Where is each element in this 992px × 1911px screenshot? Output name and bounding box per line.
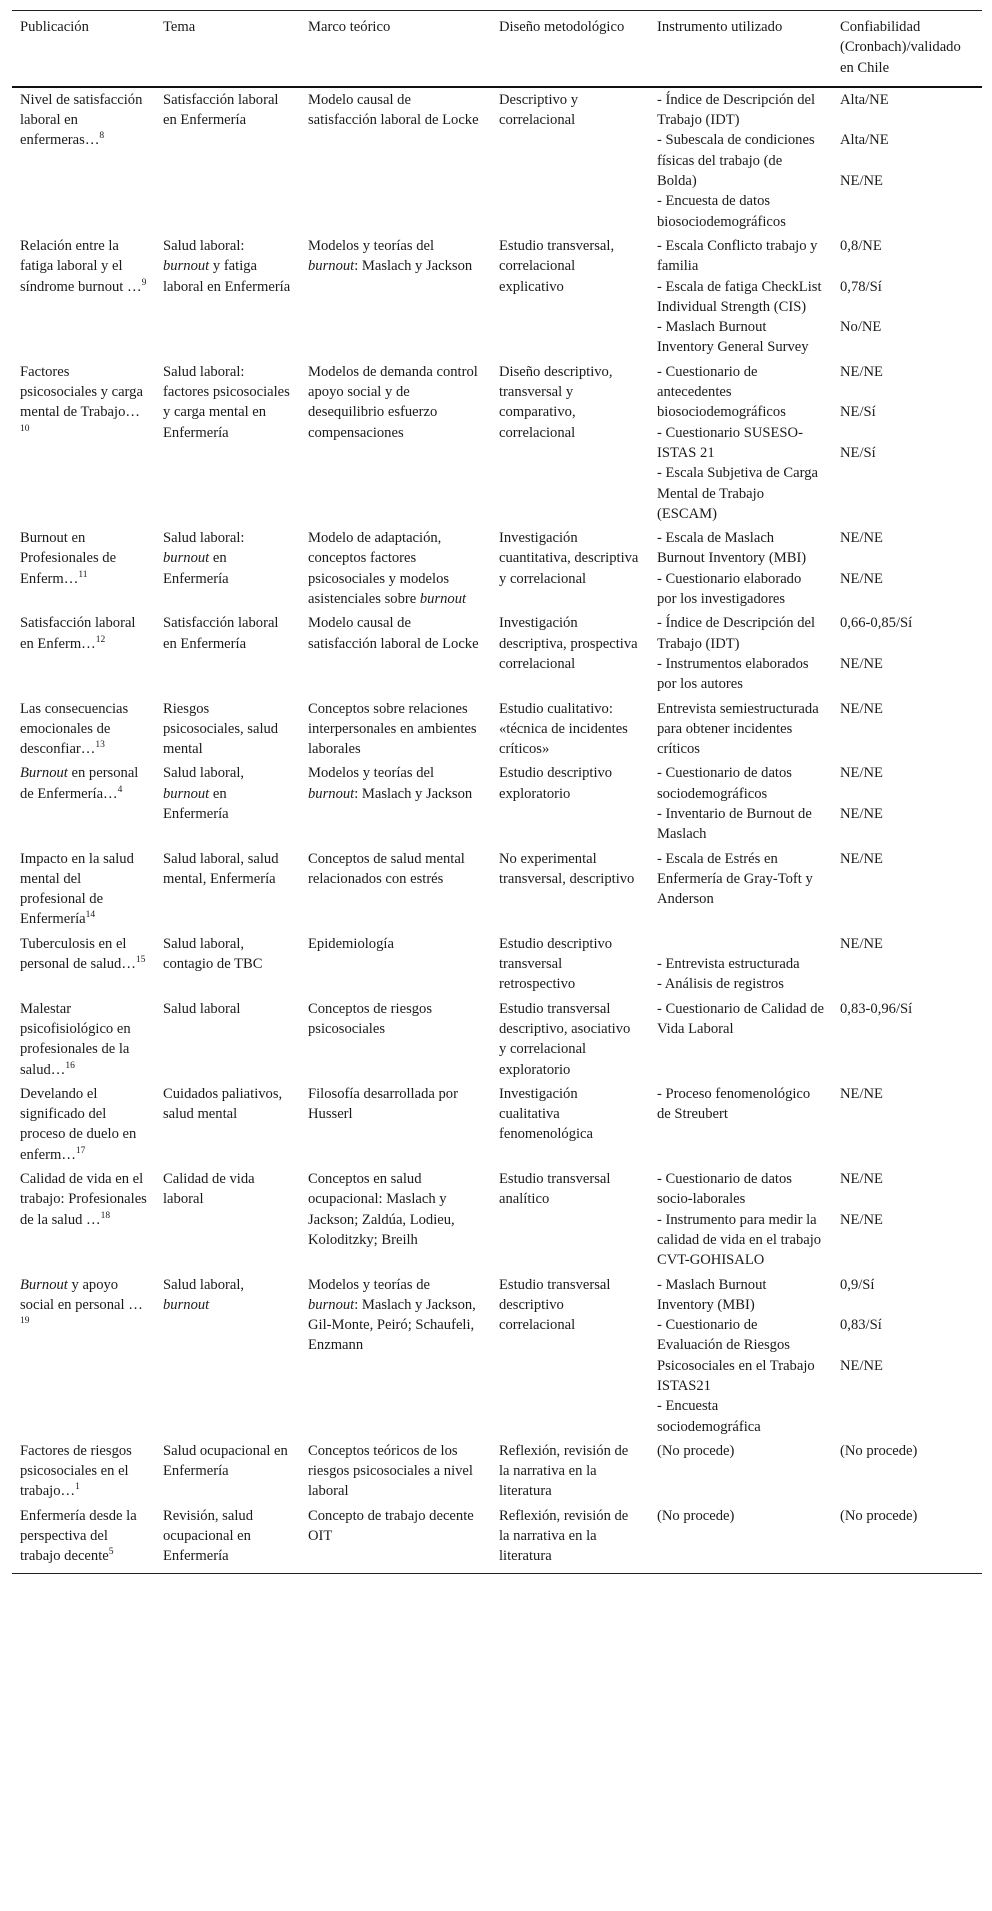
reliability-value: 0,9/Sí [840, 1276, 875, 1293]
tema-text: en Enfermería [163, 550, 229, 587]
cell-diseno [491, 998, 649, 1083]
reliability-value: NE/NE [840, 570, 883, 587]
cell-tema [155, 1083, 300, 1168]
cell-confiabilidad [832, 1168, 982, 1273]
reliability-value: NE/NE [840, 935, 883, 952]
publicacion-ref: 17 [75, 1145, 86, 1156]
cell-diseno [491, 1274, 649, 1440]
publicacion-text: Nivel de satisfacción laboral en enfermeras… [20, 91, 143, 149]
instrument-item: - Escala de Estrés en Enfermería de Gray-Toft y Anderson [657, 850, 813, 908]
cell-marco-teorico [300, 1440, 491, 1505]
cell-diseno [491, 698, 649, 763]
cell-diseno [491, 235, 649, 361]
table-row [12, 235, 982, 361]
cell-marco-teorico [300, 361, 491, 527]
cell-publicacion [12, 1168, 155, 1273]
cell-confiabilidad [832, 762, 982, 847]
cell-confiabilidad [832, 698, 982, 763]
tema-text: Cuidados paliativos, salud mental [163, 1085, 283, 1123]
instrument-item: - Escala de Maslach Burnout Inventory (MBI) [657, 530, 807, 567]
cell-tema [155, 361, 300, 527]
tema-text: Satisfacción laboral en Enfermería [163, 615, 279, 652]
marco-teorico-text: Epidemiología [308, 935, 394, 952]
cell-tema [155, 87, 300, 235]
table-header [12, 11, 982, 87]
cell-instrumento [649, 1168, 832, 1273]
reliability-value: NE/NE [840, 850, 883, 867]
cell-confiabilidad [832, 848, 982, 933]
marco-teorico-text: burnout [419, 591, 467, 608]
reliability-value: NE/NE [840, 1171, 883, 1188]
cell-publicacion [12, 361, 155, 527]
publicacion-ref: 19 [20, 1316, 30, 1327]
marco-teorico-text: Conceptos de riesgos psicosociales [308, 1000, 433, 1037]
cell-confiabilidad [832, 1274, 982, 1440]
table-row [12, 527, 982, 612]
publicacion-text: Enfermería desde la perspectiva del trabajo decente [20, 1507, 137, 1565]
spacer [840, 256, 974, 276]
cell-instrumento [649, 762, 832, 847]
cell-tema [155, 1440, 300, 1505]
instrument-item: - Cuestionario SUSESO-ISTAS 21 [657, 424, 803, 461]
cell-publicacion [12, 933, 155, 998]
cell-diseno [491, 848, 649, 933]
marco-teorico-text: Concepto de trabajo decente OIT [308, 1507, 474, 1545]
marco-teorico-text: Modelos y teorías del [308, 765, 435, 782]
cell-publicacion [12, 235, 155, 361]
cell-diseno [491, 87, 649, 235]
table-row [12, 361, 982, 527]
cell-marco-teorico [300, 933, 491, 998]
table-row [12, 612, 982, 697]
instrument-item [657, 934, 824, 954]
instrument-item: - Maslach Burnout Inventory General Survey [657, 319, 809, 356]
cell-instrumento [649, 998, 832, 1083]
cell-publicacion [12, 87, 155, 235]
cell-tema [155, 527, 300, 612]
instrument-item: - Índice de Descripción del Trabajo (IDT) [657, 91, 816, 129]
marco-teorico-text: Modelo causal de satisfacción laboral de Locke [308, 91, 479, 129]
cell-instrumento [649, 698, 832, 763]
instrument-item: - Cuestionario de Evaluación de Riesgos Psicosociales en el Trabajo ISTAS21 [657, 1317, 815, 1394]
cell-marco-teorico [300, 1274, 491, 1440]
marco-teorico-text: burnout [308, 1296, 355, 1313]
cell-publicacion [12, 612, 155, 697]
publicacion-text: Develando el significado del proceso de duelo en enferm… [20, 1085, 137, 1163]
cell-tema [155, 1274, 300, 1440]
spacer [840, 1189, 974, 1209]
cell-publicacion [12, 1440, 155, 1505]
reliability-value: (No procede) [840, 1442, 918, 1459]
publicacion-ref: 10 [20, 423, 30, 434]
tema-text: burnout [163, 1296, 210, 1313]
reliability-value: NE/NE [840, 1085, 883, 1102]
cell-marco-teorico [300, 612, 491, 697]
cell-instrumento [649, 848, 832, 933]
instrument-item: - Escala Subjetiva de Carga Mental de Trabajo (ESCAM) [657, 465, 819, 522]
cell-confiabilidad [832, 612, 982, 697]
instrument-item: - Maslach Burnout Inventory (MBI) [657, 1276, 767, 1313]
reliability-value: NE/NE [840, 530, 883, 547]
tema-text: Calidad de vida laboral [163, 1171, 255, 1208]
spacer [840, 1295, 974, 1315]
instrument-item: (No procede) [657, 1442, 735, 1459]
cell-publicacion [12, 1083, 155, 1168]
instrument-item: (No procede) [657, 1507, 735, 1524]
diseno-text: No experimental transversal, descriptivo [499, 850, 635, 887]
spacer [840, 151, 974, 171]
cell-tema [155, 1168, 300, 1273]
cell-confiabilidad [832, 933, 982, 998]
table-row [12, 1083, 982, 1168]
cell-confiabilidad [832, 87, 982, 235]
table-row [12, 1440, 982, 1505]
table-row [12, 1168, 982, 1273]
diseno-text: Estudio transversal descriptivo correlacional [499, 1276, 611, 1334]
cell-instrumento [649, 1505, 832, 1573]
header-marco-teorico: Marco teórico [300, 11, 491, 87]
tema-text: Salud laboral: [163, 530, 245, 547]
tema-text: Salud laboral, [163, 765, 245, 782]
publicacion-text: Calidad de vida en el trabajo: Profesionales de la salud … [20, 1171, 147, 1228]
instrument-item: - Instrumento para medir la calidad de vida en el trabajo CVT-GOHISALO [657, 1211, 822, 1269]
marco-teorico-text: burnout [308, 258, 355, 275]
instrument-item: - Análisis de registros [657, 976, 784, 993]
publicacion-ref: 18 [100, 1210, 111, 1221]
instrument-item: - Subescala de condiciones físicas del trabajo (de Bolda) [657, 132, 815, 190]
header-publicacion: Publicación [12, 11, 155, 87]
marco-teorico-text: burnout [308, 785, 355, 802]
reliability-value: Alta/NE [840, 91, 889, 108]
publicacion-ref: 12 [95, 634, 106, 645]
cell-instrumento [649, 612, 832, 697]
cell-confiabilidad [832, 1505, 982, 1573]
spacer [840, 548, 974, 568]
marco-teorico-text: Modelos y teorías de [308, 1276, 430, 1293]
cell-confiabilidad [832, 998, 982, 1083]
marco-teorico-text: Conceptos de salud mental relacionados con estrés [308, 850, 465, 887]
cell-tema [155, 1505, 300, 1573]
instrument-item: - Índice de Descripción del Trabajo (IDT) [657, 615, 816, 652]
publicacion-ref: 14 [85, 910, 96, 921]
instrument-item: - Escala de fatiga CheckList Individual Strength (CIS) [657, 278, 822, 315]
cell-publicacion [12, 1274, 155, 1440]
table-row [12, 762, 982, 847]
instrument-item: Entrevista semiestructurada para obtener incidentes críticos [657, 700, 819, 758]
literature-review-table [12, 10, 982, 1574]
tema-text: Salud laboral, contagio de TBC [163, 935, 263, 973]
cell-instrumento [649, 527, 832, 612]
cell-tema [155, 762, 300, 847]
publicacion-ref: 11 [78, 569, 88, 580]
tema-text: burnout [163, 550, 210, 567]
instrument-item: - Cuestionario de datos sociodemográficos [657, 765, 792, 802]
reliability-value: NE/NE [840, 1357, 883, 1374]
reliability-value: 0,78/Sí [840, 278, 882, 295]
marco-teorico-text: Conceptos sobre relaciones interpersonales en ambientes laborales [308, 700, 477, 758]
cell-instrumento [649, 1440, 832, 1505]
publicacion-ref: 16 [65, 1060, 75, 1071]
tema-text: Salud laboral: [163, 237, 245, 254]
tema-text: Satisfacción laboral en Enfermería [163, 91, 279, 129]
cell-diseno [491, 1505, 649, 1573]
reliability-value: (No procede) [840, 1507, 918, 1524]
publicacion-text: Factores psicosociales y carga mental de Trabajo… [20, 363, 143, 421]
cell-diseno [491, 527, 649, 612]
marco-teorico-text: Modelo causal de satisfacción laboral de Locke [308, 615, 479, 652]
instrument-item: - Cuestionario de datos socio-laborales [657, 1171, 792, 1208]
cell-marco-teorico [300, 998, 491, 1083]
cell-publicacion [12, 698, 155, 763]
cell-confiabilidad [832, 1083, 982, 1168]
cell-publicacion [12, 848, 155, 933]
tema-text: Salud laboral [163, 1000, 241, 1017]
publicacion-text: en personal de Enfermería… [20, 765, 139, 802]
instrument-item: - Proceso fenomenológico de Streubert [657, 1085, 811, 1123]
marco-teorico-text: : Maslach y Jackson [354, 258, 473, 275]
instrument-item: - Cuestionario elaborado por los investigadores [657, 570, 802, 608]
spacer [840, 784, 974, 804]
diseno-text: Diseño descriptivo, transversal y comparativo, correlacional [499, 363, 613, 441]
tema-text: burnout [163, 258, 210, 275]
publicacion-text: Satisfacción laboral en Enferm… [20, 615, 136, 652]
cell-instrumento [649, 933, 832, 998]
publicacion-text: Burnout [20, 1276, 68, 1293]
cell-diseno [491, 1083, 649, 1168]
header-confiabilidad: Confiabilidad (Cronbach)/validado en Chile [832, 11, 982, 87]
tema-text: burnout [163, 785, 210, 802]
publicacion-ref: 15 [135, 955, 146, 966]
diseno-text: Investigación cuantitativa, descriptiva y correlacional [499, 530, 639, 587]
tema-text: y fatiga laboral en Enfermería [163, 258, 291, 295]
cell-tema [155, 998, 300, 1083]
table-row [12, 87, 982, 235]
table-row [12, 698, 982, 763]
cell-confiabilidad [832, 527, 982, 612]
diseno-text: Estudio transversal, correlacional explicativo [499, 237, 615, 295]
cell-marco-teorico [300, 527, 491, 612]
cell-instrumento [649, 361, 832, 527]
cell-publicacion [12, 1505, 155, 1573]
cell-instrumento [649, 87, 832, 235]
instrument-item: - Escala Conflicto trabajo y familia [657, 237, 818, 275]
reliability-value: 0,8/NE [840, 237, 882, 254]
instrument-item: - Encuesta de datos biosociodemográficos [657, 193, 786, 230]
spacer [840, 634, 974, 654]
cell-tema [155, 698, 300, 763]
cell-instrumento [649, 235, 832, 361]
publicacion-text: Burnout [20, 765, 68, 782]
reliability-value: NE/Sí [840, 404, 876, 421]
publicacion-text: Impacto en la salud mental del profesional de Enfermería [20, 850, 134, 928]
publicacion-text: Tuberculosis en el personal de salud… [20, 935, 136, 973]
instrument-item: - Entrevista estructurada [657, 956, 800, 973]
diseno-text: Estudio cualitativo: «técnica de incidentes críticos» [499, 700, 628, 758]
diseno-text: Descriptivo y correlacional [499, 91, 579, 129]
cell-instrumento [649, 1274, 832, 1440]
tema-text: Salud laboral, salud mental, Enfermería [163, 850, 279, 887]
reliability-value: NE/Sí [840, 444, 876, 461]
reliability-value: 0,66-0,85/Sí [840, 615, 913, 632]
cell-marco-teorico [300, 1168, 491, 1273]
reliability-value: No/NE [840, 319, 882, 336]
cell-diseno [491, 762, 649, 847]
publicacion-ref: 8 [99, 131, 105, 142]
reliability-value: NE/NE [840, 700, 883, 717]
cell-marco-teorico [300, 1083, 491, 1168]
table-body [12, 87, 982, 1573]
table-row [12, 1274, 982, 1440]
publicacion-ref: 9 [141, 277, 147, 288]
cell-confiabilidad [832, 1440, 982, 1505]
publicacion-text: Malestar psicofisiológico en profesionales de la salud… [20, 1000, 131, 1078]
cell-publicacion [12, 527, 155, 612]
cell-tema [155, 612, 300, 697]
instrument-item: - Cuestionario de Calidad de Vida Laboral [657, 1000, 824, 1037]
table-row [12, 933, 982, 998]
spacer [840, 423, 974, 443]
cell-instrumento [649, 1083, 832, 1168]
cell-tema [155, 235, 300, 361]
marco-teorico-text: Modelo de adaptación, conceptos factores psicosociales y modelos asistenciales sobre [308, 530, 450, 608]
diseno-text: Estudio transversal descriptivo, asociativo y correlacional exploratorio [499, 1000, 631, 1078]
marco-teorico-text: : Maslach y Jackson [354, 785, 473, 802]
spacer [840, 297, 974, 317]
cell-publicacion [12, 998, 155, 1083]
cell-tema [155, 933, 300, 998]
diseno-text: Reflexión, revisión de la narrativa en la literatura [499, 1507, 629, 1565]
instrument-item: - Encuesta sociodemográfica [657, 1398, 761, 1435]
marco-teorico-text: : Maslach y Jackson, Gil-Monte, Peiró; Schaufeli, Enzmann [308, 1296, 476, 1354]
cell-publicacion [12, 762, 155, 847]
publicacion-text: y apoyo social en personal … [20, 1276, 143, 1313]
diseno-text: Estudio descriptivo transversal retrospectivo [499, 935, 613, 993]
marco-teorico-text: Filosofía desarrollada por Husserl [308, 1085, 458, 1123]
header-row [12, 11, 982, 87]
reliability-value: NE/NE [840, 805, 883, 822]
tema-text: Riesgos psicosociales, salud mental [163, 700, 279, 758]
instrument-item: - Inventario de Burnout de Maslach [657, 805, 812, 843]
instrument-item: - Cuestionario de antecedentes biosociodemográficos [657, 363, 786, 421]
table-row [12, 998, 982, 1083]
cell-diseno [491, 361, 649, 527]
cell-marco-teorico [300, 698, 491, 763]
tema-text: Revisión, salud ocupacional en Enfermería [163, 1507, 253, 1565]
header-instrumento: Instrumento utilizado [649, 11, 832, 87]
reliability-value: NE/NE [840, 1211, 883, 1228]
publicacion-text: Relación entre la fatiga laboral y el síndrome burnout … [20, 237, 142, 295]
publicacion-ref: 5 [108, 1547, 114, 1558]
cell-diseno [491, 1168, 649, 1273]
publicacion-ref: 4 [117, 784, 123, 795]
diseno-text: Investigación descriptiva, prospectiva correlacional [499, 615, 638, 672]
cell-diseno [491, 1440, 649, 1505]
cell-marco-teorico [300, 762, 491, 847]
spacer [840, 1335, 974, 1355]
publicacion-ref: 1 [75, 1482, 80, 1493]
reliability-value: NE/NE [840, 765, 883, 782]
tema-text: en Enfermería [163, 785, 229, 822]
reliability-value: Alta/NE [840, 132, 889, 149]
cell-marco-teorico [300, 1505, 491, 1573]
instrument-item: - Instrumentos elaborados por los autores [657, 655, 809, 693]
header-diseno-metodologico: Diseño metodológico [491, 11, 649, 87]
marco-teorico-text: Modelos de demanda control apoyo social y de desequilibrio esfuerzo compensaciones [308, 363, 478, 441]
reliability-value: NE/NE [840, 655, 883, 672]
cell-confiabilidad [832, 361, 982, 527]
diseno-text: Estudio descriptivo exploratorio [499, 765, 613, 802]
reliability-value: 0,83-0,96/Sí [840, 1000, 913, 1017]
tema-text: Salud laboral, [163, 1276, 245, 1293]
header-tema: Tema [155, 11, 300, 87]
marco-teorico-text: Modelos y teorías del [308, 237, 435, 254]
diseno-text: Investigación cualitativa fenomenológica [499, 1085, 594, 1143]
reliability-value: NE/NE [840, 363, 883, 380]
cell-marco-teorico [300, 87, 491, 235]
spacer [840, 110, 974, 130]
tema-text: Salud ocupacional en Enfermería [163, 1442, 288, 1480]
cell-diseno [491, 612, 649, 697]
cell-marco-teorico [300, 235, 491, 361]
spacer [840, 382, 974, 402]
table-row [12, 848, 982, 933]
reliability-value: NE/NE [840, 173, 883, 190]
publicacion-text: Las consecuencias emocionales de desconfiar… [20, 700, 129, 758]
publicacion-text: Factores de riesgos psicosociales en el trabajo… [20, 1442, 132, 1500]
marco-teorico-text: Conceptos en salud ocupacional: Maslach y Jackson; Zaldúa, Lodieu, Koloditzky; Breilh [308, 1171, 455, 1248]
marco-teorico-text: Conceptos teóricos de los riesgos psicosociales a nivel laboral [308, 1442, 473, 1500]
cell-tema [155, 848, 300, 933]
cell-diseno [491, 933, 649, 998]
publicacion-text: Burnout en Profesionales de Enferm… [20, 530, 117, 587]
table-row [12, 1505, 982, 1573]
publicacion-ref: 13 [95, 740, 105, 751]
diseno-text: Estudio transversal analítico [499, 1171, 611, 1208]
cell-confiabilidad [832, 235, 982, 361]
diseno-text: Reflexión, revisión de la narrativa en la literatura [499, 1442, 629, 1500]
tema-text: Salud laboral: factores psicosociales y carga mental en Enfermería [163, 363, 290, 441]
cell-marco-teorico [300, 848, 491, 933]
reliability-value: 0,83/Sí [840, 1317, 882, 1334]
